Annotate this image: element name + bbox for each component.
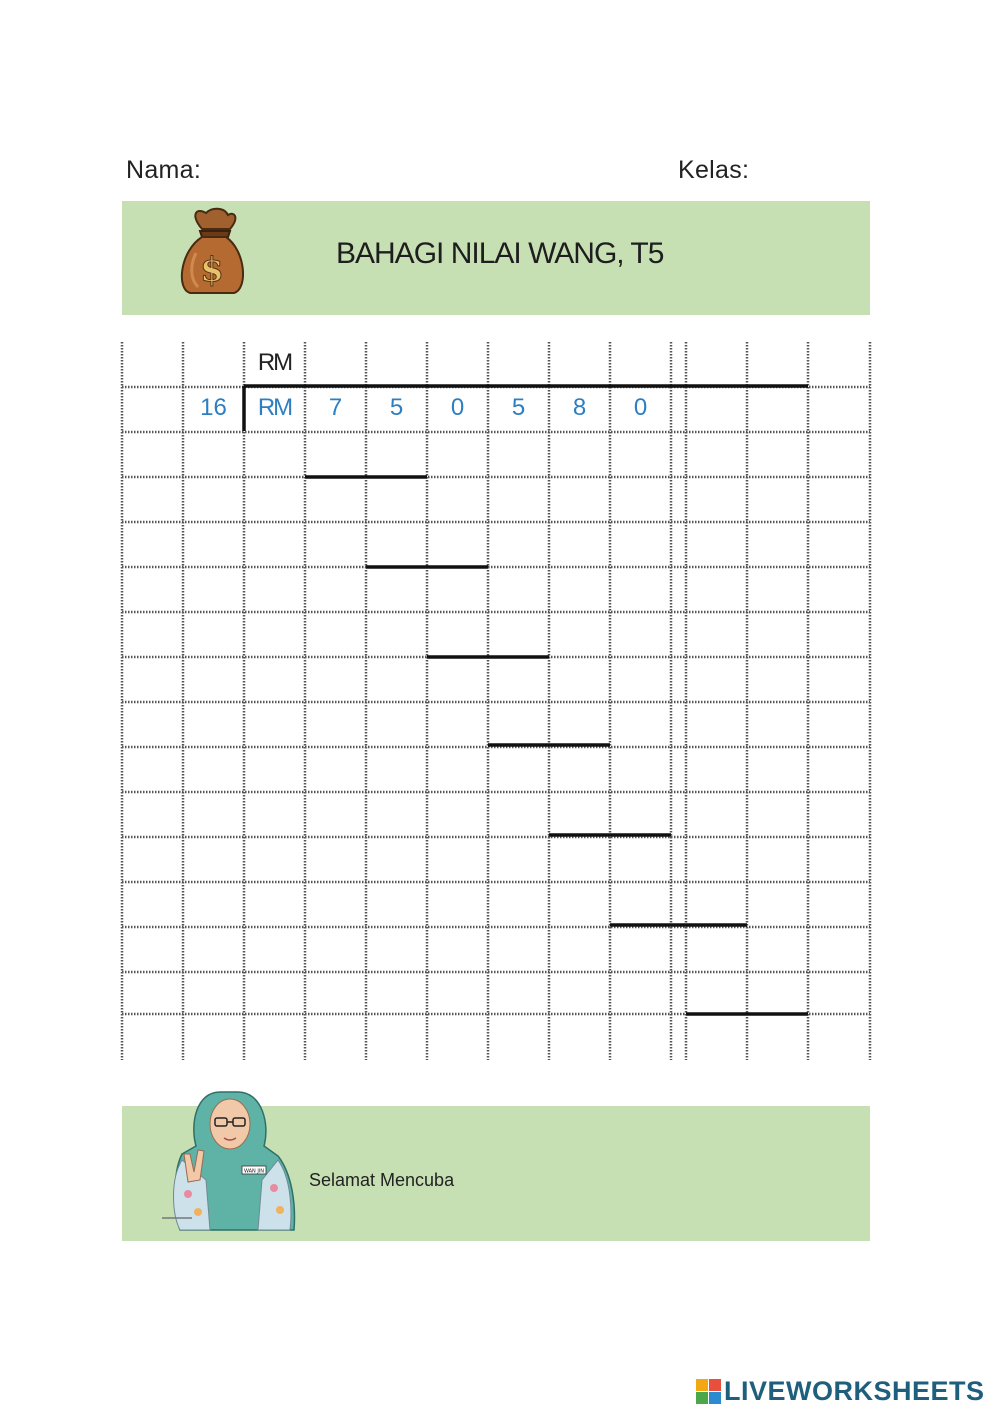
dividend-digit: 8 bbox=[572, 394, 587, 421]
dividend-digit: 0 bbox=[633, 394, 648, 421]
dividend-digit: 5 bbox=[389, 394, 404, 421]
footer-banner bbox=[122, 1106, 870, 1241]
name-badge: WAN JIN bbox=[243, 1168, 265, 1175]
quotient-unit-label: RM bbox=[257, 349, 292, 376]
encouragement-text: Selamat Mencuba bbox=[309, 1170, 455, 1190]
liveworksheets-logo-text: LIVEWORKSHEETS bbox=[724, 1376, 985, 1406]
teacher-illustration bbox=[162, 1084, 302, 1234]
divisor-value: 16 bbox=[200, 394, 227, 421]
class-label: Kelas: bbox=[678, 156, 750, 184]
worksheet-title: BAHAGI NILAI WANG, T5 bbox=[336, 237, 664, 270]
liveworksheets-logo-icon bbox=[696, 1379, 722, 1405]
dividend-unit-label: RM bbox=[257, 394, 292, 421]
name-label: Nama: bbox=[126, 156, 202, 184]
dividend-digit: 5 bbox=[511, 394, 526, 421]
dividend-digit: 7 bbox=[328, 394, 343, 421]
dividend-digit: 0 bbox=[450, 394, 465, 421]
liveworksheets-logo bbox=[696, 1376, 985, 1407]
svg-text:$: $ bbox=[200, 250, 224, 290]
